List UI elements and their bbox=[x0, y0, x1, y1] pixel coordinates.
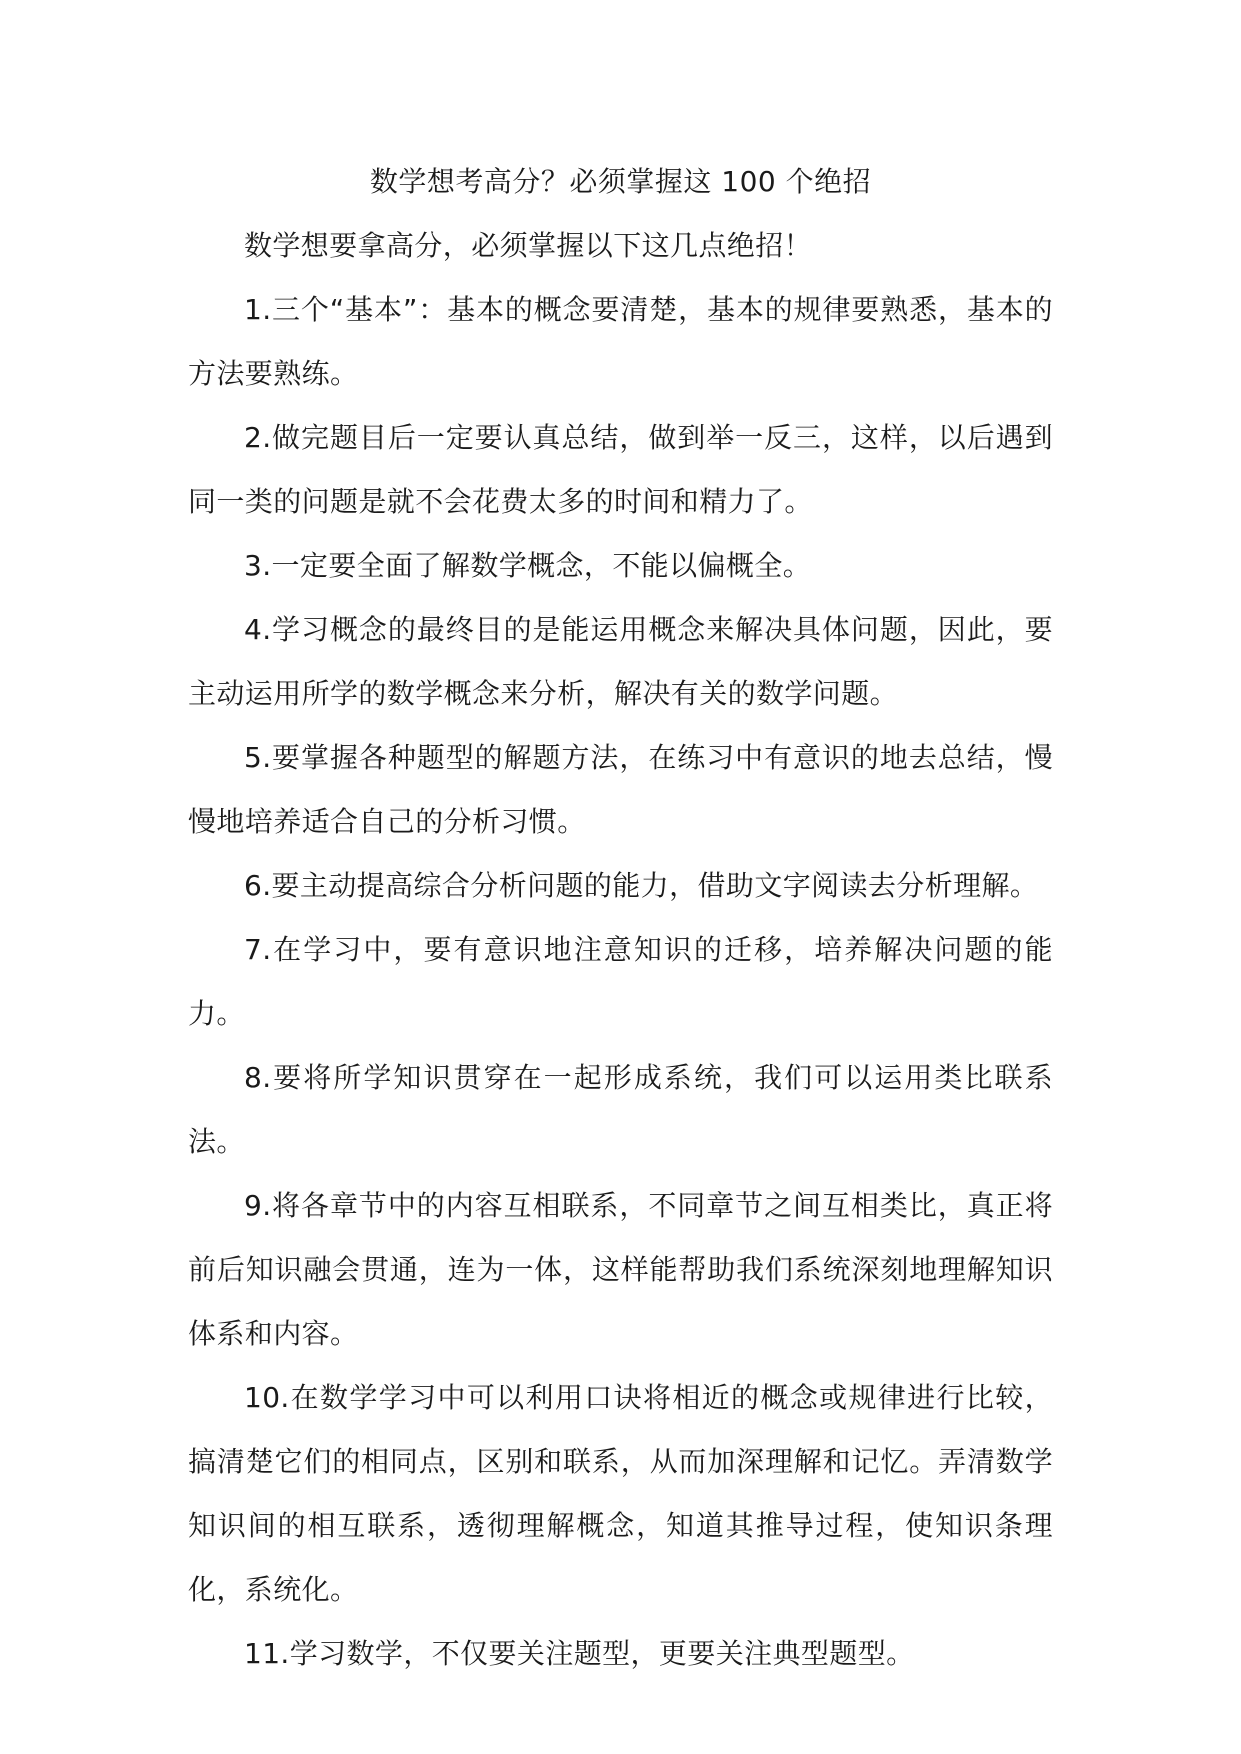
paragraph-item-2: 2.做完题目后一定要认真总结，做到举一反三，这样，以后遇到同一类的问题是就不会花费太多的时间和精力了。 bbox=[188, 421, 1053, 518]
paragraph-item-4: 4.学习概念的最终目的是能运用概念来解决具体问题，因此，要主动运用所学的数学概念来分析，解决有关的数学问题。 bbox=[188, 613, 1053, 710]
paragraph-item-9: 9.将各章节中的内容互相联系，不同章节之间互相类比，真正将前后知识融会贯通，连为一体，这样能帮助我们系统深刻地理解知识体系和内容。 bbox=[188, 1189, 1053, 1350]
paragraph-intro: 数学想要拿高分，必须掌握以下这几点绝招！ bbox=[244, 229, 813, 262]
paragraph-item-7: 7.在学习中，要有意识地注意知识的迁移，培养解决问题的能力。 bbox=[188, 933, 1053, 1030]
document-title: 数学想考高分？必须掌握这 100 个绝招 bbox=[369, 165, 872, 198]
paragraph-item-11: 11.学习数学，不仅要关注题型，更要关注典型题型。 bbox=[244, 1637, 915, 1670]
paragraph-item-10: 10.在数学学习中可以利用口诀将相近的概念或规律进行比较，搞清楚它们的相同点，区别和联系，从而加深理解和记忆。弄清数学知识间的相互联系，透彻理解概念，知道其推导过程，使知识条理化，系统化。 bbox=[188, 1381, 1053, 1606]
document-body bbox=[188, 150, 1053, 1686]
paragraph-item-1: 1.三个“基本”：基本的概念要清楚，基本的规律要熟悉，基本的方法要熟练。 bbox=[188, 293, 1053, 390]
paragraph-item-8: 8.要将所学知识贯穿在一起形成系统，我们可以运用类比联系法。 bbox=[188, 1061, 1053, 1158]
paragraph-item-3: 3.一定要全面了解数学概念，不能以偏概全。 bbox=[244, 549, 812, 582]
paragraph-item-5: 5.要掌握各种题型的解题方法，在练习中有意识的地去总结，慢慢地培养适合自己的分析习惯。 bbox=[188, 741, 1053, 838]
paragraph-item-6: 6.要主动提高综合分析问题的能力，借助文字阅读去分析理解。 bbox=[244, 869, 1039, 902]
